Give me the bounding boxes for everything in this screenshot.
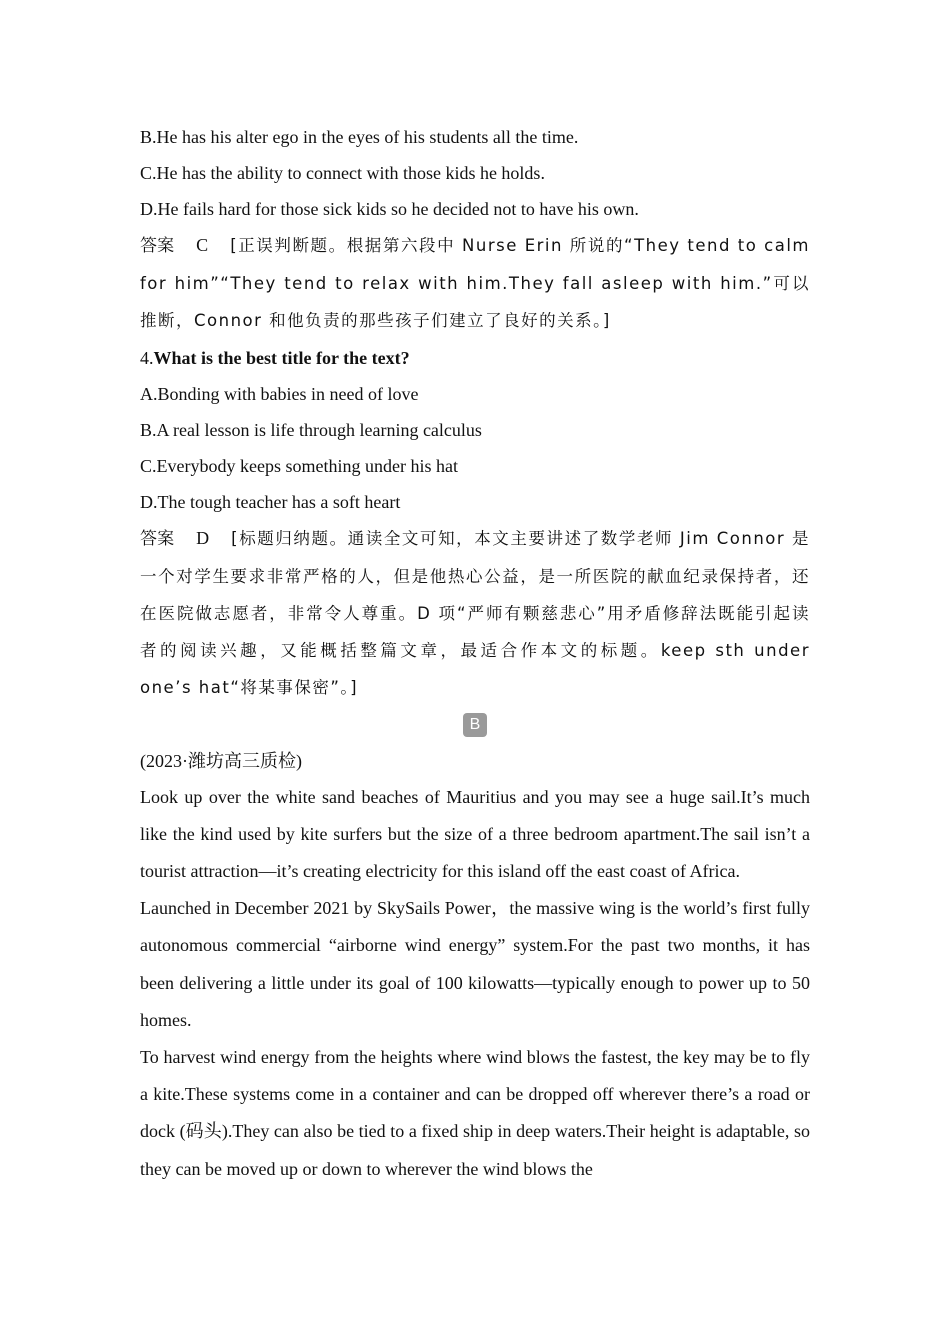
- answer-letter: D: [196, 527, 210, 548]
- passage-source: (2023·潍坊高三质检): [140, 750, 302, 771]
- q4-option-d: D.The tough teacher has a soft heart: [140, 491, 401, 512]
- q3-option-b: B.He has his alter ego in the eyes of his students all the time.: [140, 127, 579, 147]
- q4-option-c: C.Everybody keeps something under his hat: [140, 455, 458, 476]
- passage-paragraph: Look up over the white sand beaches of Mauritius and you may see a huge sail.It’s much like the kind used by kite surfers but the size of a three bedroom apartment.The sail isn’t a tourist attraction—it’s creating electricity for this island off the east coast of Africa.: [140, 786, 810, 882]
- q3-option-d: D.He fails hard for those sick kids so he decided not to have his own.: [140, 199, 639, 219]
- q4-option-b: B.A real lesson is life through learning calculus: [140, 419, 482, 440]
- section-badge: B: [463, 713, 487, 737]
- q4-option-a: A.Bonding with babies in need of love: [140, 383, 419, 404]
- q4-answer: [140, 520, 810, 707]
- passage-paragraph: Launched in December 2021 by SkySails Power，the massive wing is the world’s first fully autonomous commercial “airborne wind energy” system.For the past two months, it has been delivering a little under its goal of 100 kilowatts—typically enough to power up to 50 homes.: [140, 898, 810, 1030]
- question-text: What is the best title for the text?: [153, 347, 410, 368]
- answer-label: 答案: [140, 528, 175, 549]
- question-number: 4.: [140, 347, 154, 368]
- q4-question: [140, 340, 810, 376]
- section-divider: [140, 707, 810, 743]
- passage-paragraph: To harvest wind energy from the heights where wind blows the fastest, the key may be to fly a kite.These systems come in a container and can be dropped off wherever there’s a road or dock (码头).They can also be tied to a fixed ship in deep waters.Their height is adaptable, so they can be moved up or down to wherever the wind blows the: [140, 1047, 810, 1179]
- document-page: [140, 119, 810, 1188]
- answer-label: 答案: [140, 236, 175, 256]
- answer-letter: C: [196, 235, 209, 255]
- q3-answer: [140, 227, 810, 340]
- answer-explanation: [标题归纳题。通读全文可知，本文主要讲述了数学老师 Jim Connor 是一个对学生要求非常严格的人，但是他热心公益，是一所医院的献血纪录保持者，还在医院做志愿者，非常令人尊重。D 项“严师有颗慈悲心”用矛盾修辞法既能引起读者的阅读兴趣，又能概括整篇文章，最适合作本文的标题。keep sth under one’s hat“将某事保密”。]: [140, 528, 811, 698]
- answer-explanation: [正误判断题。根据第六段中 Nurse Erin 所说的“They tend to calm for him”“They tend to relax with him.They fall asleep with him.”可以推断，Connor 和他负责的那些孩子们建立了良好的关系。]: [140, 236, 810, 331]
- q3-option-c: C.He has the ability to connect with those kids he holds.: [140, 163, 545, 183]
